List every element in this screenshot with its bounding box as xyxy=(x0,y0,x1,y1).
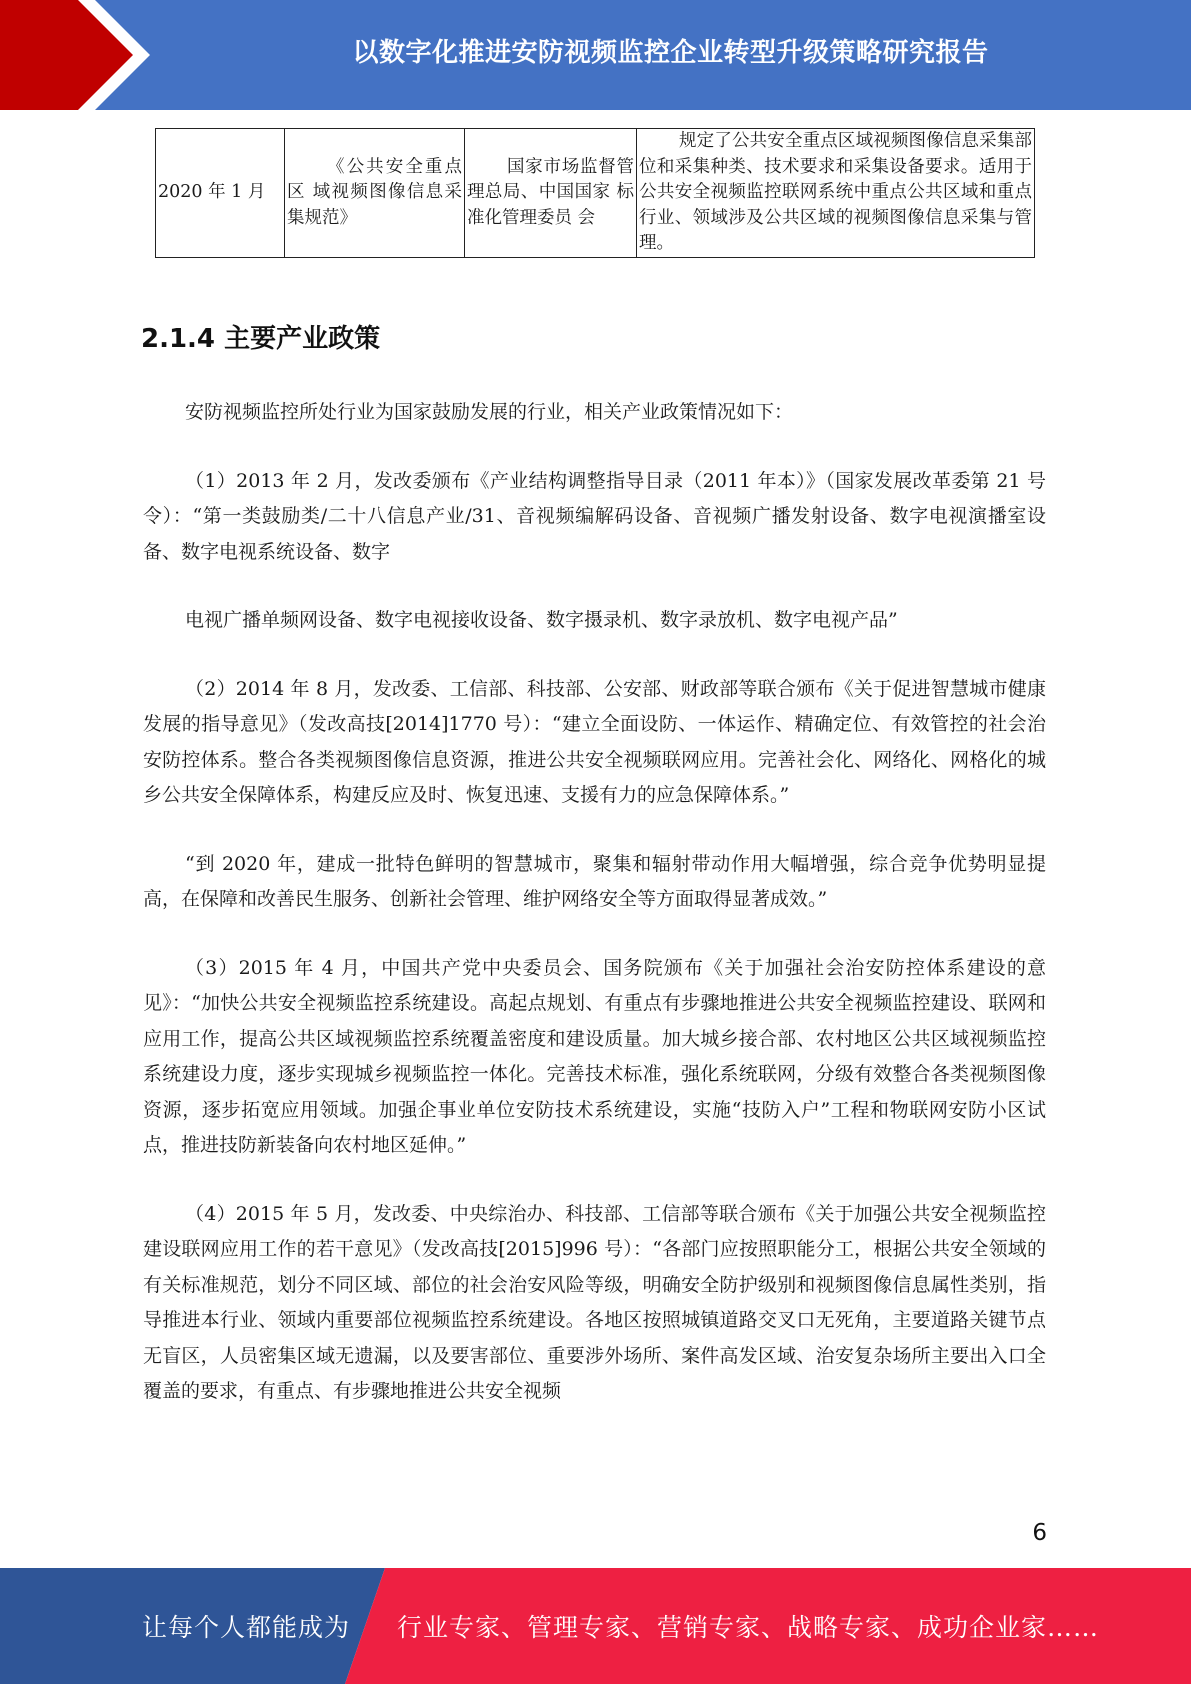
body-text xyxy=(143,395,1046,1410)
table-cell-description xyxy=(637,129,1035,258)
paragraph: 安防视频监控所处行业为国家鼓励发展的行业，相关产业政策情况如下： xyxy=(185,401,794,423)
paragraph: （1）2013 年 2 月，发改委颁布《产业结构调整指导目录（2011 年本）》（国家发展改革委第 21 号令）：“第一类鼓励类/二十八信息产业/31、音视频编解码设备、音视频广播发射设备、数字电视演播室设备、数字电视系统设备、数字 xyxy=(143,469,1046,563)
paragraph: （2）2014 年 8 月，发改委、工信部、科技部、公安部、财政部等联合颁布《关于促进智慧城市健康发展的指导意见》（发改高技[2014]1770 号）：“建立全面设防、一体运作、精确定位、有效管控的社会治安防控体系。整合各类视频图像信息资源，推进公共安全视频联网应用。完善社会化、网络化、网格化的城乡公共安全保障体系，构建反应及时、恢复迅速、支援有力的应急保障体系。” xyxy=(143,677,1046,806)
issuer-name: 国家市场监督管 理总局、中国国家 标准化管理委员 会 xyxy=(467,156,634,228)
regulation-table xyxy=(155,128,1035,258)
paragraph: （3）2015 年 4 月，中国共产党中央委员会、国务院颁布《关于加强社会治安防控体系建设的意见》：“加快公共安全视频监控系统建设。高起点规划、有重点有步骤地推进公共安全视频监控建设、联网和应用工作，提高公共区域视频监控系统覆盖密度和建设质量。加大城乡接合部、农村地区公共区域视频监控系统建设力度，逐步实现城乡视频监控一体化。完善技术标准，强化系统联网，分级有效整合各类视频图像资源，逐步拓宽应用领域。加强企事业单位安防技术系统建设，实施“技防入户”工程和物联网安防小区试点，推进技防新装备向农村地区延伸。” xyxy=(143,956,1046,1156)
paragraph: （4）2015 年 5 月，发改委、中央综治办、科技部、工信部等联合颁布《关于加强公共安全视频监控建设联网应用工作的若干意见》（发改高技[2015]996 号）：“各部门应按照职能分工，根据公共安全领域的有关标准规范，划分不同区域、部位的社会治安风险等级，明确安全防护级别和视频图像信息属性类别，指导推进本行业、领域内重要部位视频监控系统建设。各地区按照城镇道路交叉口无死角，主要道路关键节点无盲区，人员密集区域无遗漏，以及要害部位、重要涉外场所、案件高发区域、治安复杂场所主要出入口全覆盖的要求，有重点、有步骤地推进公共安全视频 xyxy=(143,1202,1046,1402)
standard-name: 《公共安全重点区 域视频图像信息采 集规范》 xyxy=(287,156,462,228)
table-cell-date: 2020 年 1 月 xyxy=(156,129,285,258)
report-title: 以数字化推进安防视频监控企业转型升级策略研究报告 xyxy=(352,37,989,68)
table-cell-standard xyxy=(285,129,465,258)
table-cell-issuer xyxy=(465,129,637,258)
page-footer xyxy=(0,1568,1191,1684)
page-number: 6 xyxy=(1032,1520,1047,1546)
footer-slogan-left: 让每个人都能成为 xyxy=(142,1613,351,1642)
section-heading: 2.1.4 主要产业政策 xyxy=(141,324,381,354)
standard-description: 规定了公共安全重点区域视频图像信息采集部位和采集种类、技术要求和采集设备要求。适用于公共安全视频监控联网系统中重点公共区域和重点行业、领域涉及公共区域的视频图像信息采集与管理。 xyxy=(639,131,1032,253)
paragraph: “到 2020 年，建成一批特色鲜明的智慧城市，聚集和辐射带动作用大幅增强，综合竞争优势明显提高，在保障和改善民生服务、创新社会管理、维护网络安全等方面取得显著成效。” xyxy=(143,852,1046,910)
header-arrow-decoration xyxy=(0,0,160,110)
footer-slogan-right: 行业专家、管理专家、营销专家、战略专家、成功企业家…… xyxy=(397,1613,1100,1642)
page-header xyxy=(0,0,1191,110)
table-row xyxy=(156,129,1035,258)
paragraph: 电视广播单频网设备、数字电视接收设备、数字摄录机、数字录放机、数字电视产品” xyxy=(185,609,898,631)
